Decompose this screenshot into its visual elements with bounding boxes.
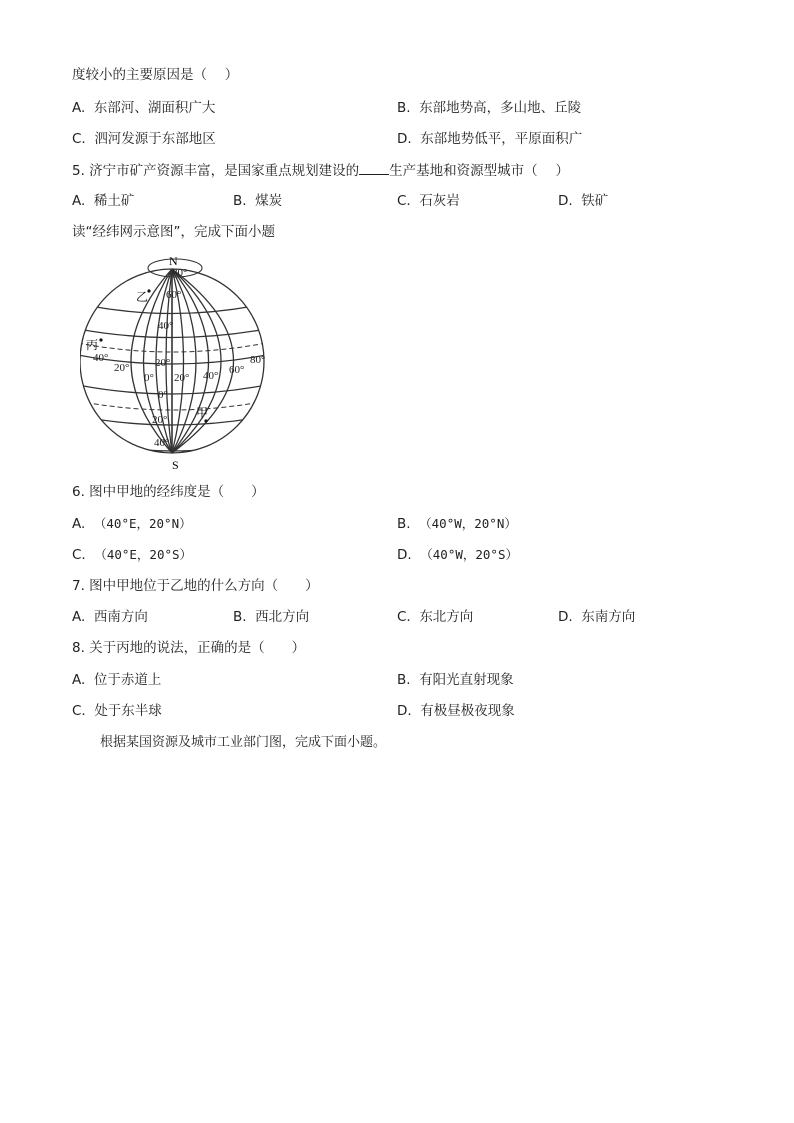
- option-label: D.: [397, 703, 412, 719]
- place-jia-label: 甲: [196, 406, 209, 420]
- q7-option-a: [72, 608, 148, 626]
- option-text: 泗河发源于东部地区: [94, 131, 216, 147]
- lat-label-40s: 40°: [154, 437, 170, 449]
- option-label: C.: [72, 131, 86, 147]
- q5-stem-before: 5. 济宁市矿产资源丰富，是国家重点规划建设的: [72, 163, 360, 179]
- option-label: C.: [397, 193, 411, 209]
- q8-option-a: [72, 671, 161, 689]
- q7-stem: 7. 图中甲地位于乙地的什么方向（ ）: [72, 578, 319, 594]
- place-yi-label: 乙: [136, 290, 149, 304]
- q4-option-a: [72, 99, 215, 117]
- q7-option-b: [233, 608, 309, 626]
- q7-option-c: [397, 608, 473, 626]
- option-label: C.: [72, 547, 86, 563]
- lon-label-20e: 20°: [174, 372, 190, 384]
- option-text: 西南方向: [93, 609, 148, 625]
- option-text: 东南方向: [581, 609, 636, 625]
- option-text: （40°W，20°N）: [419, 516, 517, 531]
- q6-stem: 6. 图中甲地的经纬度是（ ）: [72, 484, 265, 500]
- option-text: 煤炭: [255, 193, 283, 209]
- q4-stem: 度较小的主要原因是（ ）: [72, 67, 239, 83]
- option-text: 东部地势高，多山地、丘陵: [419, 100, 582, 116]
- option-label: A.: [72, 609, 86, 625]
- q5-option-a: [72, 192, 134, 210]
- option-label: B.: [397, 516, 411, 532]
- option-label: D.: [558, 193, 573, 209]
- q5-option-b: [233, 192, 282, 210]
- option-text: 东部河、湖面积广大: [93, 100, 216, 116]
- q8-option-d: [397, 702, 515, 720]
- graticule-figure: [80, 251, 280, 473]
- lat-label-0: 0°: [158, 389, 168, 401]
- option-label: D.: [397, 131, 412, 147]
- lon-label-0: 0°: [144, 372, 154, 384]
- q6-option-b: [397, 515, 517, 533]
- option-text: 东北方向: [419, 609, 474, 625]
- q5-stem-after: 生产基地和资源型城市（ ）: [389, 163, 569, 179]
- option-text: 东部地势低平，平原面积广: [420, 131, 583, 147]
- north-pole-label: N: [169, 254, 178, 268]
- next-section-note: 根据某国资源及城市工业部门图，完成下面小题。: [100, 735, 387, 750]
- option-label: B.: [233, 609, 247, 625]
- option-label: A.: [72, 193, 86, 209]
- lon-label-40w: 40°: [93, 352, 109, 364]
- option-text: 稀土矿: [93, 193, 135, 209]
- q8-stem: 8. 关于丙地的说法，正确的是（ ）: [72, 640, 306, 656]
- lat-label-60n: 60°: [166, 289, 182, 301]
- place-bing-label: 丙: [86, 338, 99, 352]
- option-label: B.: [397, 100, 411, 116]
- option-label: D.: [558, 609, 573, 625]
- option-label: A.: [72, 672, 86, 688]
- lon-label-20w: 20°: [114, 362, 130, 374]
- q8-option-c: [72, 702, 162, 720]
- lon-label-80e: 80°: [250, 354, 266, 366]
- lon-label-40e: 40°: [203, 370, 219, 382]
- option-text: 有极昼极夜现象: [420, 703, 515, 719]
- option-text: 位于赤道上: [93, 672, 162, 688]
- q8-option-b: [397, 671, 514, 689]
- south-pole-label: S: [172, 458, 179, 472]
- option-label: B.: [397, 672, 411, 688]
- q5-option-d: [558, 192, 608, 210]
- option-label: C.: [72, 703, 86, 719]
- place-bing-marker: [99, 338, 102, 341]
- option-label: C.: [397, 609, 411, 625]
- q5-option-c: [397, 192, 460, 210]
- lat-label-80n: 80°: [172, 267, 188, 279]
- lat-label-20n: 20°: [155, 357, 171, 369]
- section-intro: 读“经纬网示意图”，完成下面小题: [72, 224, 275, 240]
- option-label: D.: [397, 547, 412, 563]
- q4-option-c: [72, 130, 216, 148]
- q6-option-d: [397, 546, 518, 564]
- option-text: （40°E，20°S）: [94, 547, 193, 562]
- lon-label-60e: 60°: [229, 364, 245, 376]
- option-label: B.: [233, 193, 247, 209]
- q6-option-c: [72, 546, 192, 564]
- q6-option-a: [72, 515, 192, 533]
- option-text: 石灰岩: [419, 193, 460, 209]
- option-text: （40°W，20°S）: [420, 547, 518, 562]
- option-text: （40°E，20°N）: [93, 516, 192, 531]
- q4-option-d: [397, 130, 582, 148]
- answer-blank: [359, 161, 389, 175]
- q4-option-b: [397, 99, 581, 117]
- option-label: A.: [72, 100, 86, 116]
- option-text: 处于东半球: [94, 703, 162, 719]
- q5-stem: [72, 161, 569, 180]
- lat-label-40n: 40°: [158, 320, 174, 332]
- option-label: A.: [72, 516, 86, 532]
- option-text: 有阳光直射现象: [419, 672, 514, 688]
- option-text: 西北方向: [255, 609, 310, 625]
- q7-option-d: [558, 608, 635, 626]
- lat-label-20s: 20°: [152, 414, 168, 426]
- option-text: 铁矿: [581, 193, 609, 209]
